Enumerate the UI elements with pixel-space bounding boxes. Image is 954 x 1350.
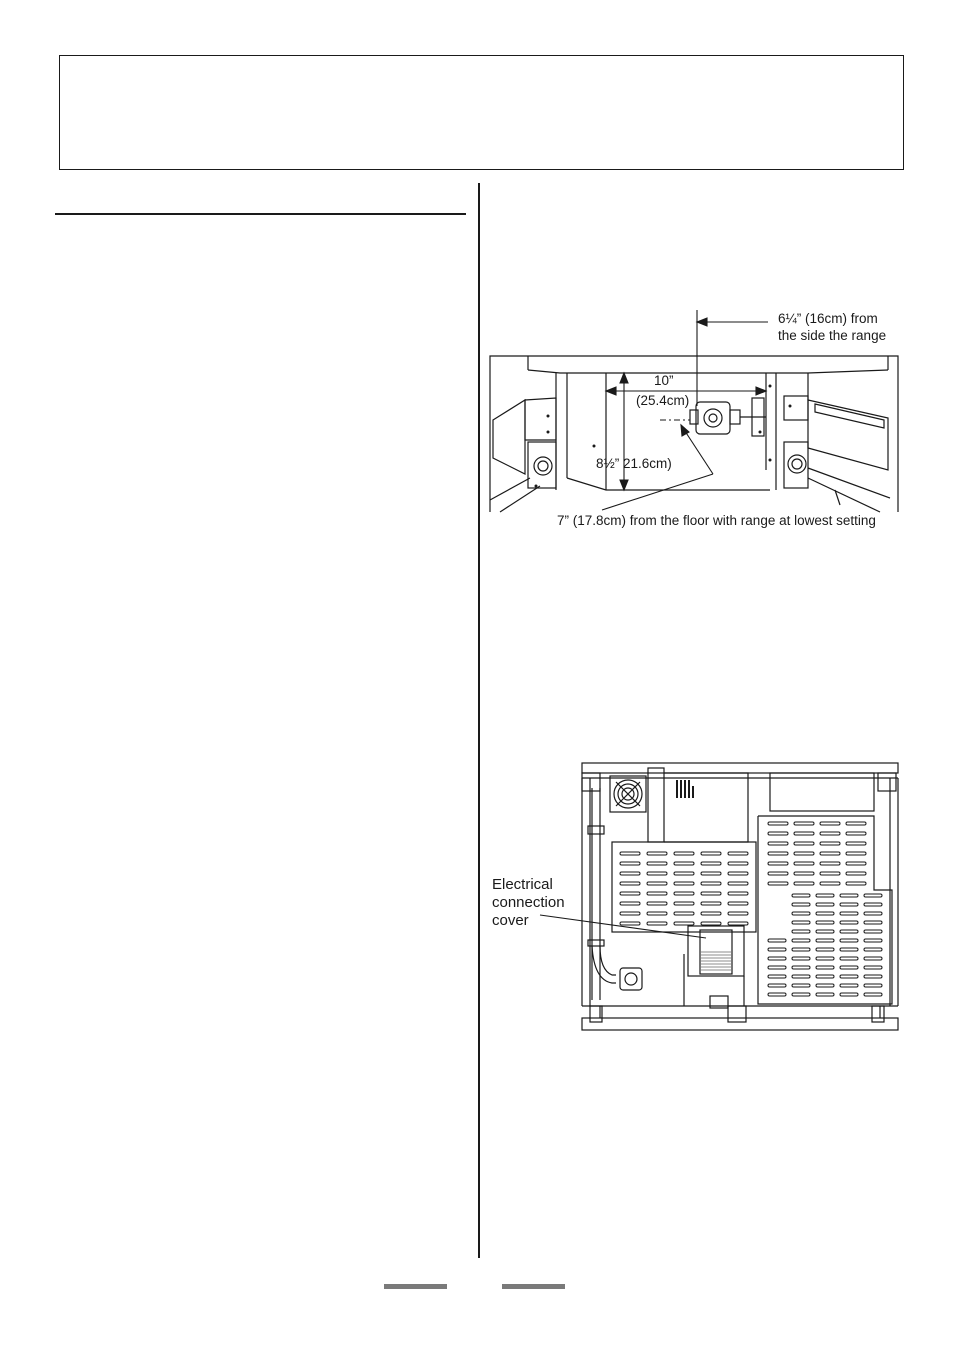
vent-slot: [701, 912, 721, 915]
vent-slot: [701, 922, 721, 925]
vent-slot: [792, 930, 810, 933]
vent-slot: [674, 922, 694, 925]
vent-slot: [816, 975, 834, 978]
vent-slot: [840, 948, 858, 951]
vent-slot: [620, 882, 640, 885]
vent-slot: [674, 902, 694, 905]
vent-slot: [846, 842, 866, 845]
vent-slot: [816, 993, 834, 996]
vent-slot: [701, 892, 721, 895]
vent-slot: [864, 984, 882, 987]
floor-height-label: 7” (17.8cm) from the floor with range at lowest setting: [557, 513, 876, 528]
vent-slot: [816, 912, 834, 915]
side-distance-label-line1: 6¼” (16cm) from: [778, 311, 878, 326]
vent-slot: [728, 852, 748, 855]
vent-slot: [728, 902, 748, 905]
vent-slot: [794, 872, 814, 875]
vent-slot: [674, 872, 694, 875]
vent-slot: [840, 993, 858, 996]
vent-slot: [792, 903, 810, 906]
vent-slot: [816, 966, 834, 969]
vent-slot: [864, 948, 882, 951]
vent-slot: [701, 862, 721, 865]
vent-slot: [674, 892, 694, 895]
vent-slot: [864, 957, 882, 960]
vent-slot: [816, 894, 834, 897]
vent-slot: [840, 939, 858, 942]
width-label-line1: 10”: [654, 373, 674, 388]
vent-slot: [792, 957, 810, 960]
electrical-cover-label-line3: cover: [492, 912, 529, 929]
vent-slot: [846, 872, 866, 875]
vent-slot: [792, 939, 810, 942]
vent-slot: [701, 882, 721, 885]
vent-slot: [728, 922, 748, 925]
vent-slot: [846, 852, 866, 855]
vent-slot: [647, 862, 667, 865]
vent-slot: [846, 882, 866, 885]
vent-slot: [768, 822, 788, 825]
vent-slot: [846, 862, 866, 865]
vent-slot: [768, 862, 788, 865]
vent-slot: [820, 882, 840, 885]
vent-slot: [792, 912, 810, 915]
vent-slot: [768, 842, 788, 845]
vent-slot: [701, 852, 721, 855]
vent-slot: [620, 872, 640, 875]
width-label-line2: (25.4cm): [636, 393, 690, 408]
vent-slot: [768, 993, 786, 996]
vent-slot: [820, 842, 840, 845]
vent-slot: [768, 966, 786, 969]
vent-slot: [794, 842, 814, 845]
vent-slot: [792, 966, 810, 969]
vent-slot: [816, 957, 834, 960]
vent-slot: [816, 930, 834, 933]
vent-slot: [674, 852, 694, 855]
vent-slot: [840, 957, 858, 960]
vent-slot: [792, 975, 810, 978]
vent-slot: [674, 912, 694, 915]
vent-slot: [792, 948, 810, 951]
vent-slot: [864, 993, 882, 996]
vent-slot: [820, 862, 840, 865]
vent-slot: [728, 892, 748, 895]
vent-slot: [816, 939, 834, 942]
vent-slot: [794, 862, 814, 865]
vent-slot: [816, 948, 834, 951]
vent-slot: [768, 975, 786, 978]
vent-slot: [620, 912, 640, 915]
vent-slot: [647, 902, 667, 905]
vent-slot: [768, 939, 786, 942]
vent-slot: [846, 832, 866, 835]
vent-slot: [820, 822, 840, 825]
vent-slot: [864, 939, 882, 942]
vent-slot: [728, 872, 748, 875]
vent-slot: [864, 966, 882, 969]
electrical-cover-label-line2: connection: [492, 894, 565, 911]
vent-slot: [846, 822, 866, 825]
vent-slot: [647, 882, 667, 885]
vent-slot: [820, 852, 840, 855]
vent-slot: [864, 903, 882, 906]
vent-slot: [816, 903, 834, 906]
vent-slot: [820, 872, 840, 875]
vent-slot: [792, 921, 810, 924]
vent-slot: [768, 872, 788, 875]
vent-slot: [768, 852, 788, 855]
vent-slot: [864, 912, 882, 915]
vent-slot: [768, 957, 786, 960]
vent-slot: [840, 903, 858, 906]
vent-slot: [864, 894, 882, 897]
vent-slot: [620, 862, 640, 865]
vent-slot: [840, 894, 858, 897]
vent-slot: [794, 882, 814, 885]
vent-slot: [701, 872, 721, 875]
vent-slot: [768, 832, 788, 835]
vent-slot: [840, 921, 858, 924]
vent-slot: [792, 894, 810, 897]
height-label: 8½” 21.6cm): [596, 456, 672, 471]
vent-slot: [840, 966, 858, 969]
vent-slot: [647, 852, 667, 855]
vent-slot: [820, 832, 840, 835]
side-distance-label-line2: the side the range: [778, 328, 887, 343]
vent-slot: [647, 922, 667, 925]
vent-slot: [647, 872, 667, 875]
vent-slot: [794, 852, 814, 855]
vent-slot: [768, 984, 786, 987]
vent-slot: [840, 984, 858, 987]
vent-slot: [701, 902, 721, 905]
vent-slot: [840, 975, 858, 978]
vent-slot: [816, 921, 834, 924]
vent-slot: [794, 832, 814, 835]
electrical-cover-label-line1: Electrical: [492, 876, 553, 893]
vent-slot: [674, 882, 694, 885]
vent-slot: [768, 882, 788, 885]
vent-slot: [620, 852, 640, 855]
vent-slot: [794, 822, 814, 825]
vent-slot: [840, 912, 858, 915]
vent-slot: [792, 984, 810, 987]
vent-slot: [864, 975, 882, 978]
vent-slot: [674, 862, 694, 865]
vent-slot: [728, 882, 748, 885]
vent-slot: [647, 892, 667, 895]
vent-slot: [620, 902, 640, 905]
vent-slot: [864, 930, 882, 933]
vent-slot: [728, 912, 748, 915]
vent-slot: [864, 921, 882, 924]
vent-slot: [840, 930, 858, 933]
vent-slot: [768, 948, 786, 951]
vent-slot: [620, 892, 640, 895]
vent-slot: [792, 993, 810, 996]
vent-slot: [728, 862, 748, 865]
vent-slot: [816, 984, 834, 987]
vent-slot: [620, 922, 640, 925]
vent-slot: [647, 912, 667, 915]
